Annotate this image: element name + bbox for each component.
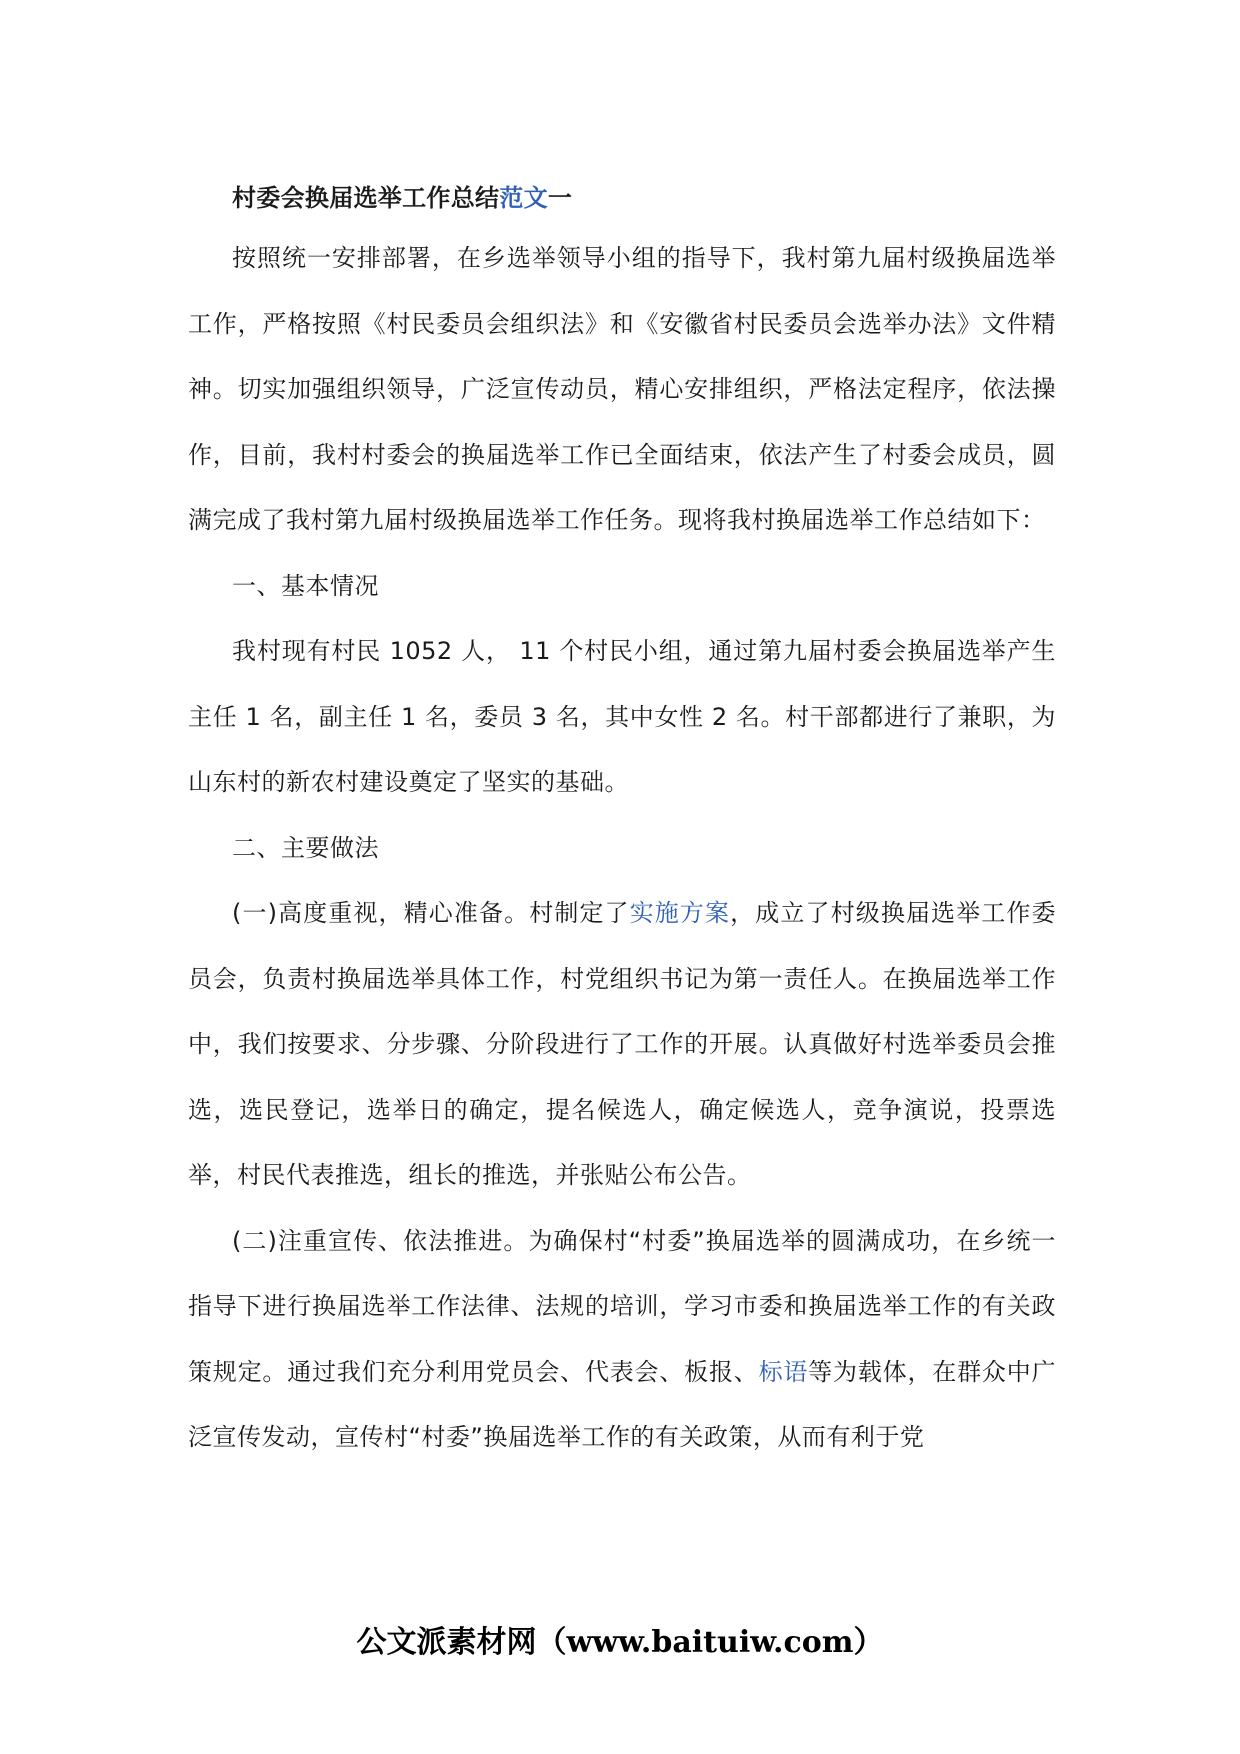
section-heading-main-practices: 二、主要做法 — [232, 833, 379, 862]
paragraph-practice-one-rest: ，成立了村级换届选举工作委员会，负责村换届选举具体工作，村党组织书记为第一责任人。在换届选举工作中，我们按要求、分步骤、分阶段进行了工作的开展。认真做好村选举委员会推选，选民登记，选举日的确定，提名候选人，确定候选人，竞争演说，投票选举，村民代表推选，组长的推选，并张贴公布公告。 — [188, 899, 1057, 1189]
paragraph-basic-situation: 我村现有村民 1052 人， 11 个村民小组，通过第九届村委会换届选举产生主任 1 名，副主任 1 名，委员 3 名，其中女性 2 名。村干部都进行了兼职，为山东村的新农村建设奠定了坚实的基础。 — [188, 637, 1056, 796]
document-title — [188, 170, 1056, 226]
footer-source: 公文派素材网（www.baituiw.com） — [356, 1625, 884, 1660]
title-suffix: 一 — [547, 184, 573, 212]
paragraph-practice-two-text: (二)注重宣传、依法推进。为确保村“村委”换届选举的圆满成功，在乡统一指导下进行换届选举工作法律、法规的培训，学习市委和换届选举工作的有关政策规定。通过我们充分利用党员会、代表会、板报、 — [188, 1226, 1056, 1386]
section-heading-basic-situation: 一、基本情况 — [232, 571, 379, 600]
paragraph-practice-one — [188, 881, 1056, 1209]
paragraph-intro: 按照统一安排部署，在乡选举领导小组的指导下，我村第九届村级换届选举工作，严格按照《村民委员会组织法》和《安徽省村民委员会选举办法》文件精神。切实加强组织领导，广泛宣传动员，精心安排组织，严格法定程序，依法操作，目前，我村村委会的换届选举工作已全面结束，依法产生了村委会成员，圆满完成了我村第九届村级换届选举工作任务。现将我村换届选举工作总结如下： — [188, 244, 1056, 534]
title-text: 村委会换届选举工作总结 — [232, 184, 500, 212]
document-body — [188, 170, 1056, 1471]
paragraph-practice-two-rest: 等为载体，在群众中广泛宣传发动，宣传村“村委”换届选举工作的有关政策，从而有利于党 — [188, 1357, 1057, 1451]
title-link-fanwen[interactable]: 范文 — [499, 184, 548, 212]
link-slogan[interactable]: 标语 — [758, 1357, 809, 1386]
paragraph-practice-two — [188, 1209, 1056, 1471]
link-implementation-plan[interactable]: 实施方案 — [629, 899, 731, 927]
paragraph-practice-one-text: (一)高度重视，精心准备。村制定了 — [232, 899, 630, 927]
